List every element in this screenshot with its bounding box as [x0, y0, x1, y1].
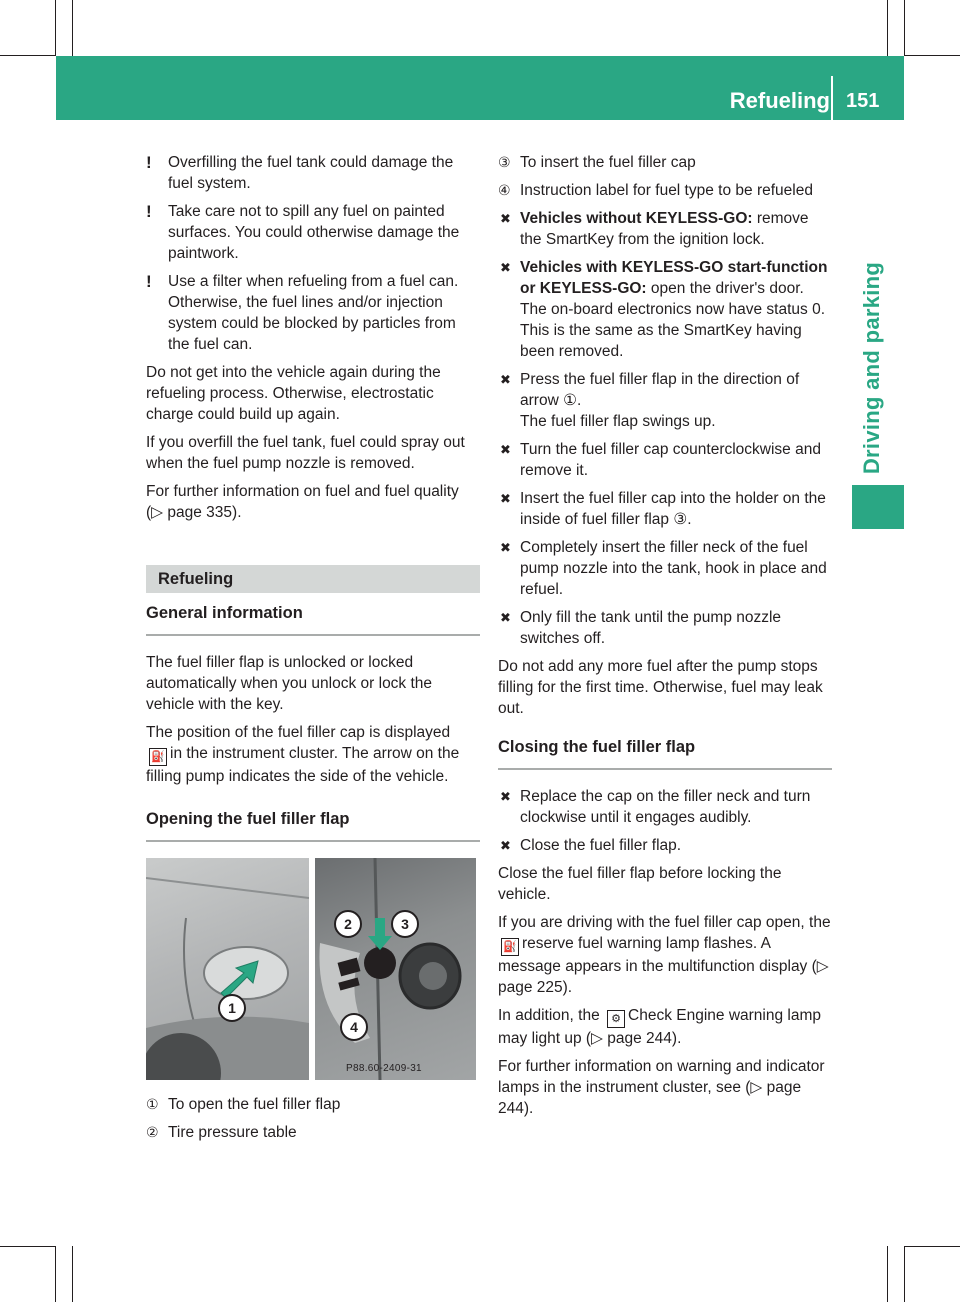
page-number: 151	[846, 90, 880, 112]
step-item: ✖ Vehicles with KEYLESS-GO start-function or KEYLESS-GO: open the driver's door.	[500, 259, 828, 297]
header-divider	[831, 76, 833, 120]
fuel-pump-side-icon: ⛽	[149, 748, 167, 766]
paragraph: For further information on warning and indicator lamps in the instrument cluster, see (▷ page 244).	[498, 1058, 825, 1117]
vehicle-side-photo	[146, 858, 309, 1080]
paragraph: For further information on fuel and fuel quality (▷ page 335).	[146, 483, 459, 521]
warning-icon: !	[146, 153, 152, 172]
page-title: Refueling	[729, 88, 830, 113]
reserve-fuel-icon: ⛽	[501, 938, 519, 956]
paragraph: Close the fuel filler flap before locking the vehicle.	[498, 865, 782, 903]
step-result: The on-board electronics now have status 0. This is the same as the SmartKey having been removed.	[520, 301, 826, 360]
paragraph: The position of the fuel filler cap is displayed ⛽ in the instrument cluster. The arrow on the filling pump indicates the side of the vehicle.	[146, 724, 460, 785]
chapter-side-label: Driving and parking	[859, 261, 884, 475]
step-result: The fuel filler flap swings up.	[520, 413, 716, 430]
step-item: ✖ Press the fuel filler flap in the direction of arrow ①.	[500, 371, 800, 409]
crop-mark	[904, 0, 905, 56]
open-flap-photo	[315, 858, 476, 1080]
warning-icon: !	[146, 202, 152, 221]
step-arrow-icon: ✖	[500, 372, 511, 387]
step-arrow-icon: ✖	[500, 540, 511, 555]
step-arrow-icon: ✖	[500, 211, 511, 226]
step-item: ✖ Insert the fuel filler cap into the holder on the inside of fuel filler flap ③.	[500, 490, 826, 528]
legend-item: ① To open the fuel filler flap	[146, 1096, 341, 1113]
step-item: ✖ Only fill the tank until the pump nozzle switches off.	[500, 609, 782, 647]
open-flap-illustration	[315, 858, 476, 1080]
callout-3: 3	[391, 910, 419, 938]
crop-mark	[887, 1246, 888, 1302]
fuel-filler-flap-figure	[146, 858, 476, 1080]
step-item: ✖ Close the fuel filler flap.	[500, 837, 682, 854]
paragraph: Do not add any more fuel after the pump stops filling for the first time. Otherwise, fuel may leak out.	[498, 658, 823, 717]
step-arrow-icon: ✖	[500, 789, 511, 804]
crop-mark	[72, 0, 73, 56]
paragraph: If you overfill the fuel tank, fuel could spray out when the fuel pump nozzle is removed.	[146, 434, 465, 472]
step-item: ✖ Completely insert the filler neck of the fuel pump nozzle into the tank, hook in place and refuel.	[500, 539, 827, 598]
fuel-flap-illustration	[146, 858, 309, 1080]
warning-note: ! Take care not to spill any fuel on painted surfaces. You could otherwise damage the paintwork.	[146, 202, 460, 262]
warning-note: ! Overfilling the fuel tank could damage the fuel system.	[146, 153, 454, 192]
legend-item: ④ Instruction label for fuel type to be refueled	[498, 182, 813, 199]
step-arrow-icon: ✖	[500, 491, 511, 506]
warning-icon: !	[146, 272, 152, 291]
subheading-general-information: General information	[146, 603, 480, 636]
legend-item: ③ To insert the fuel filler cap	[498, 154, 696, 171]
right-column	[498, 152, 832, 1126]
crop-mark	[72, 1246, 73, 1302]
warning-note: ! Use a filter when refueling from a fuel can. Otherwise, the fuel lines and/or injection system could be blocked by particles from the fuel can.	[146, 272, 459, 353]
step-item: ✖ Replace the cap on the filler neck and turn clockwise until it engages audibly.	[500, 788, 811, 826]
crop-mark	[55, 1246, 56, 1302]
callout-4: 4	[340, 1013, 368, 1041]
crop-mark	[904, 1246, 960, 1247]
crop-mark	[55, 0, 56, 56]
step-arrow-icon: ✖	[500, 260, 511, 275]
step-arrow-icon: ✖	[500, 442, 511, 457]
crop-mark	[887, 0, 888, 56]
chapter-tab-marker	[852, 485, 904, 529]
crop-mark	[904, 55, 960, 56]
callout-2: 2	[334, 910, 362, 938]
subheading-opening: Opening the fuel filler flap	[146, 809, 480, 842]
crop-mark	[0, 55, 56, 56]
step-arrow-icon: ✖	[500, 838, 511, 853]
crop-mark	[904, 1246, 905, 1302]
paragraph: The fuel filler flap is unlocked or locked automatically when you unlock or lock the vehicle with the key.	[146, 654, 433, 713]
figure-code: P88.60-2409-31	[346, 1063, 422, 1074]
paragraph: Do not get into the vehicle again during the refueling process. Otherwise, electrostatic charge could build up again.	[146, 364, 441, 423]
section-title: Refueling	[146, 565, 480, 593]
crop-mark	[0, 1246, 56, 1247]
callout-1: 1	[218, 994, 246, 1022]
step-item: ✖ Turn the fuel filler cap counterclockwise and remove it.	[500, 441, 821, 479]
legend-item: ② Tire pressure table	[146, 1124, 297, 1141]
step-item: ✖ Vehicles without KEYLESS-GO: remove the SmartKey from the ignition lock.	[500, 210, 809, 248]
check-engine-icon: ⚙	[607, 1010, 625, 1028]
subheading-closing: Closing the fuel filler flap	[498, 737, 832, 770]
left-column	[146, 152, 480, 1150]
paragraph: In addition, the ⚙ Check Engine warning lamp may light up (▷ page 244).	[498, 1007, 822, 1047]
step-arrow-icon: ✖	[500, 610, 511, 625]
paragraph: If you are driving with the fuel filler cap open, the ⛽ reserve fuel warning lamp flashes. A message appears in the multifunction display (▷ page 225).	[498, 914, 831, 996]
